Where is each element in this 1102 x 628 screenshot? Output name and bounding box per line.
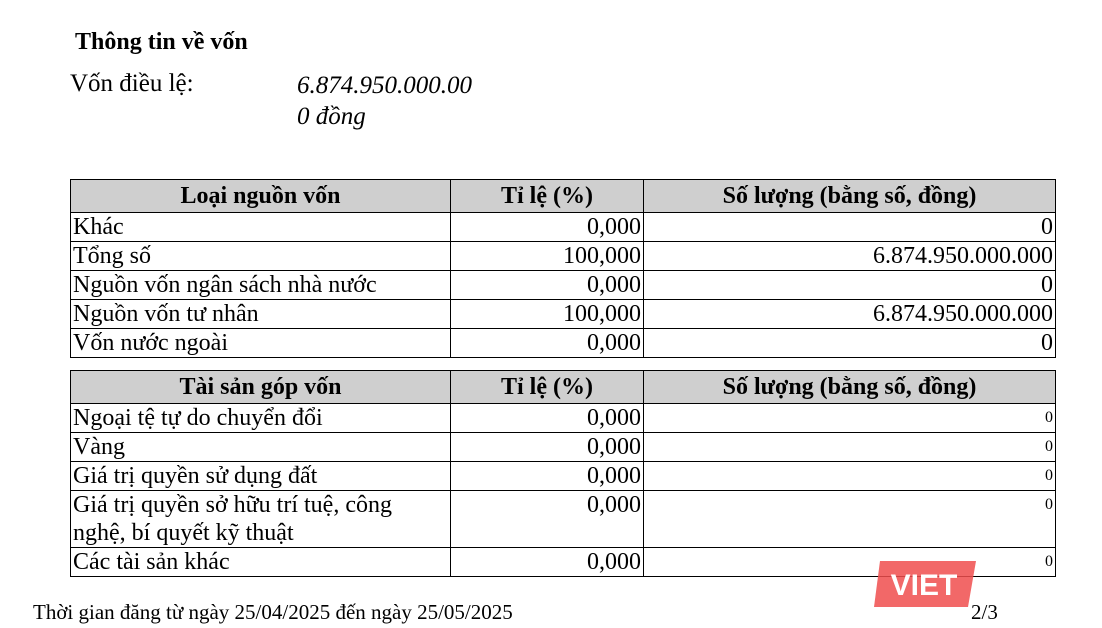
table-row bbox=[71, 491, 1056, 548]
source-ratio: 100,000 bbox=[451, 242, 644, 271]
asset-amount: 0 bbox=[644, 462, 1056, 491]
viet-watermark-logo bbox=[872, 555, 984, 613]
asset-amount: 0 bbox=[644, 491, 1056, 548]
asset-ratio: 0,000 bbox=[451, 404, 644, 433]
watermark-text: VIET bbox=[890, 569, 958, 602]
charter-capital-label: Vốn điều lệ: bbox=[70, 70, 194, 97]
source-amount: 0 bbox=[644, 329, 1056, 358]
table-row bbox=[71, 329, 1056, 358]
table-header-row bbox=[71, 371, 1056, 404]
column-header: Tỉ lệ (%) bbox=[451, 180, 644, 213]
table-row bbox=[71, 242, 1056, 271]
asset-name: Vàng bbox=[71, 433, 451, 462]
source-amount: 0 bbox=[644, 213, 1056, 242]
asset-name: Giá trị quyền sở hữu trí tuệ, công nghệ, bí quyết kỹ thuật bbox=[71, 491, 451, 548]
table-header-row bbox=[71, 180, 1056, 213]
column-header: Số lượng (bằng số, đồng) bbox=[644, 180, 1056, 213]
column-header: Loại nguồn vốn bbox=[71, 180, 451, 213]
source-ratio: 100,000 bbox=[451, 300, 644, 329]
source-name: Khác bbox=[71, 213, 451, 242]
section-title: Thông tin về vốn bbox=[75, 29, 248, 55]
table-row bbox=[71, 271, 1056, 300]
source-ratio: 0,000 bbox=[451, 213, 644, 242]
charter-capital-value-line2: 0 đồng bbox=[297, 103, 366, 130]
table-row bbox=[71, 404, 1056, 433]
asset-name: Các tài sản khác bbox=[71, 548, 451, 577]
asset-amount: 0 bbox=[644, 548, 1056, 577]
table-row bbox=[71, 213, 1056, 242]
page-number: 2/3 bbox=[971, 600, 998, 624]
source-ratio: 0,000 bbox=[451, 271, 644, 300]
asset-ratio: 0,000 bbox=[451, 462, 644, 491]
asset-ratio: 0,000 bbox=[451, 548, 644, 577]
asset-ratio: 0,000 bbox=[451, 491, 644, 548]
source-ratio: 0,000 bbox=[451, 329, 644, 358]
source-amount: 6.874.950.000.000 bbox=[644, 242, 1056, 271]
capital-sources-table bbox=[70, 179, 1056, 358]
charter-capital-value-line1: 6.874.950.000.00 bbox=[297, 72, 472, 99]
source-name: Vốn nước ngoài bbox=[71, 329, 451, 358]
table-row bbox=[71, 300, 1056, 329]
charter-capital-value bbox=[297, 70, 517, 132]
asset-ratio: 0,000 bbox=[451, 433, 644, 462]
posting-period-footer: Thời gian đăng từ ngày 25/04/2025 đến ngày 25/05/2025 bbox=[33, 600, 513, 624]
source-amount: 0 bbox=[644, 271, 1056, 300]
table-row bbox=[71, 433, 1056, 462]
source-name: Tổng số bbox=[71, 242, 451, 271]
asset-name: Ngoại tệ tự do chuyển đổi bbox=[71, 404, 451, 433]
asset-amount: 0 bbox=[644, 433, 1056, 462]
table-row bbox=[71, 462, 1056, 491]
source-name: Nguồn vốn tư nhân bbox=[71, 300, 451, 329]
asset-amount: 0 bbox=[644, 404, 1056, 433]
column-header: Số lượng (bằng số, đồng) bbox=[644, 371, 1056, 404]
source-amount: 6.874.950.000.000 bbox=[644, 300, 1056, 329]
asset-name: Giá trị quyền sử dụng đất bbox=[71, 462, 451, 491]
source-name: Nguồn vốn ngân sách nhà nước bbox=[71, 271, 451, 300]
column-header: Tỉ lệ (%) bbox=[451, 371, 644, 404]
contributed-assets-table bbox=[70, 370, 1056, 577]
column-header: Tài sản góp vốn bbox=[71, 371, 451, 404]
